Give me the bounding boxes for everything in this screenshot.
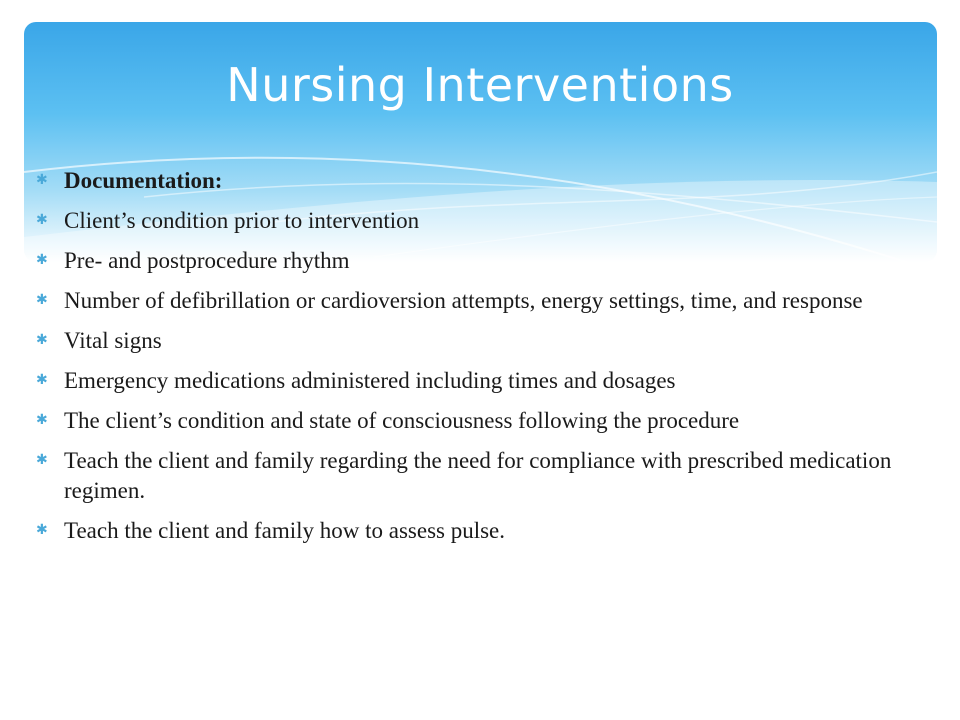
asterisk-icon: ✱ — [36, 333, 48, 348]
bullet-text: Emergency medications administered including times and dosages — [64, 368, 676, 393]
asterisk-icon: ✱ — [36, 453, 48, 468]
bullet-text: Teach the client and family how to assess pulse. — [64, 518, 506, 543]
slide-title: Nursing Interventions — [226, 58, 734, 112]
bullet-item — [36, 206, 926, 236]
bullet-item — [36, 366, 926, 396]
bullet-item — [36, 246, 926, 276]
bullet-text: Documentation: — [64, 168, 223, 193]
bullet-item — [36, 326, 926, 356]
asterisk-icon: ✱ — [36, 293, 48, 308]
bullet-item — [36, 516, 926, 546]
bullet-item — [36, 406, 926, 436]
asterisk-icon: ✱ — [36, 413, 48, 428]
bullet-item — [36, 166, 926, 196]
asterisk-icon: ✱ — [36, 253, 48, 268]
asterisk-icon: ✱ — [36, 173, 48, 188]
asterisk-icon: ✱ — [36, 373, 48, 388]
bullet-text: Teach the client and family regarding the need for compliance with prescribed medication regimen. — [64, 448, 892, 503]
bullet-text: Client’s condition prior to intervention — [64, 208, 420, 233]
bullet-item — [36, 446, 926, 506]
bullet-text: Pre- and postprocedure rhythm — [64, 248, 350, 273]
bullet-text: Vital signs — [64, 328, 162, 353]
asterisk-icon: ✱ — [36, 213, 48, 228]
asterisk-icon: ✱ — [36, 523, 48, 538]
bullet-text: Number of defibrillation or cardioversion attempts, energy settings, time, and response — [64, 288, 863, 313]
bullet-list — [36, 166, 926, 556]
bullet-item — [36, 286, 926, 316]
bullet-text: The client’s condition and state of consciousness following the procedure — [64, 408, 740, 433]
